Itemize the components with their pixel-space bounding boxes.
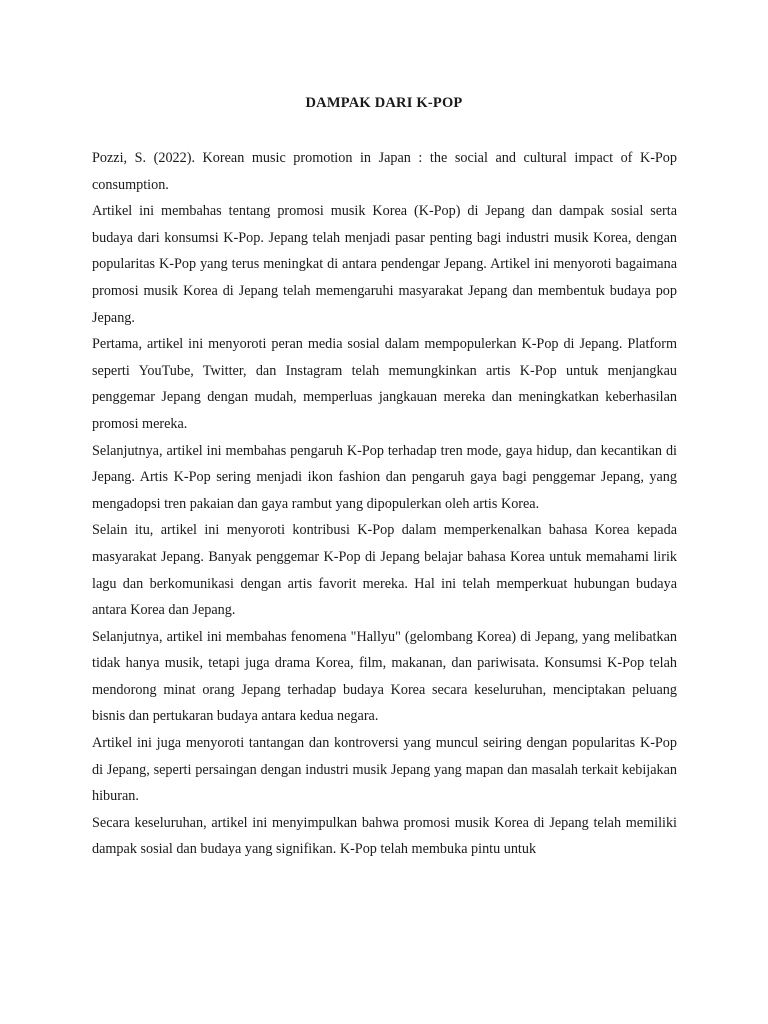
body-paragraph: Secara keseluruhan, artikel ini menyimpulkan bahwa promosi musik Korea di Jepang telah memiliki dampak sosial dan budaya yang signifikan. K-Pop telah membuka pintu untuk [92, 814, 677, 858]
body-paragraph: Pertama, artikel ini menyoroti peran media sosial dalam mempopulerkan K-Pop di Jepang. Platform seperti YouTube, Twitter, dan Instagram telah memungkinkan artis K-Pop untuk menjangkau penggemar Jepang dengan mudah, memperluas jangkauan mereka dan meningkatkan keberhasilan promosi mereka. [92, 336, 677, 432]
body-paragraph: Artikel ini juga menyoroti tantangan dan kontroversi yang muncul seiring dengan popularitas K-Pop di Jepang, seperti persaingan dengan industri musik Jepang yang mapan dan masalah terkait kebijakan hiburan. [92, 735, 677, 805]
body-paragraph: Selain itu, artikel ini menyoroti kontribusi K-Pop dalam memperkenalkan bahasa Korea kepada masyarakat Jepang. Banyak penggemar K-Pop di Jepang belajar bahasa Korea untuk memahami lirik lagu dan berkomunikasi dengan artis favorit mereka. Hal ini telah memperkuat hubungan budaya antara Korea dan Jepang. [92, 522, 677, 619]
body-paragraph: Selanjutnya, artikel ini membahas pengaruh K-Pop terhadap tren mode, gaya hidup, dan kecantikan di Jepang. Artis K-Pop sering menjadi ikon fashion dan pengaruh gaya bagi penggemar Jepang, yang mengadopsi tren pakaian dan gaya rambut yang dipopulerkan oleh artis Korea. [92, 442, 677, 512]
document-title: DAMPAK DARI K-POP [305, 95, 463, 111]
citation-paragraph: Pozzi, S. (2022). Korean music promotion in Japan : the social and cultural impact of K-Pop consumption. [92, 150, 677, 193]
body-paragraph: Artikel ini membahas tentang promosi musik Korea (K-Pop) di Jepang dan dampak sosial serta budaya dari konsumsi K-Pop. Jepang telah menjadi pasar penting bagi industri musik Korea, dengan popularitas K-Pop yang terus meningkat di antara pendengar Jepang. Artikel ini menyoroti bagaimana promosi musik Korea di Jepang telah memengaruhi masyarakat Jepang dan membentuk budaya pop Jepang. [92, 203, 677, 326]
body-paragraph: Selanjutnya, artikel ini membahas fenomena "Hallyu" (gelombang Korea) di Jepang, yang melibatkan tidak hanya musik, tetapi juga drama Korea, film, makanan, dan pariwisata. Konsumsi K-Pop telah mendorong minat orang Jepang terhadap budaya Korea secara keseluruhan, menciptakan peluang bisnis dan pertukaran budaya antara kedua negara. [92, 628, 677, 725]
document-body [92, 145, 677, 863]
